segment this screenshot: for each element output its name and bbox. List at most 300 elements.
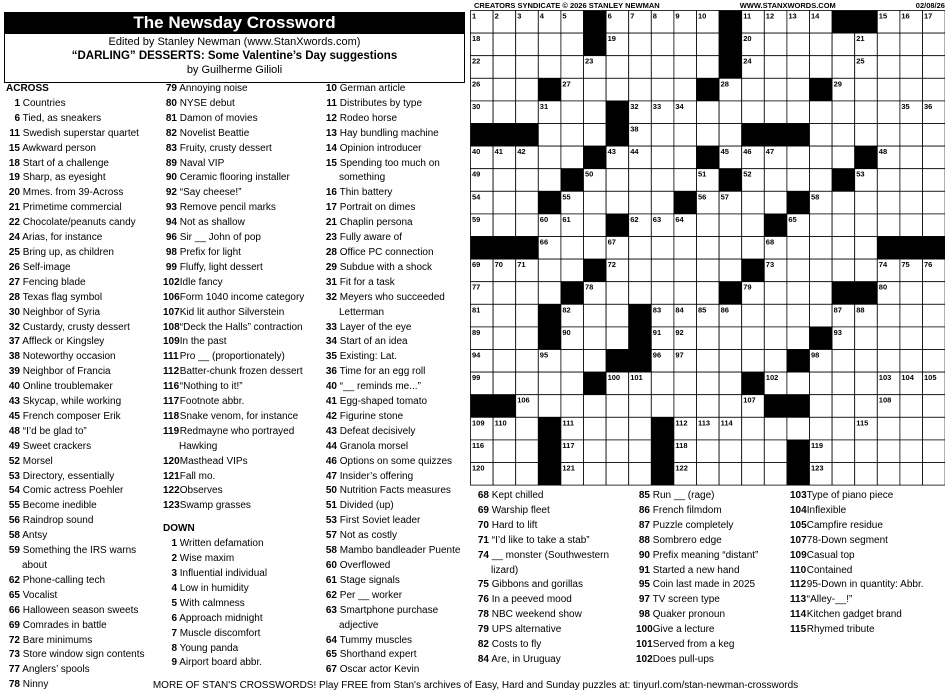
grid-cell[interactable]	[810, 33, 833, 56]
grid-cell[interactable]	[493, 440, 516, 463]
grid-cell[interactable]	[923, 56, 946, 79]
grid-cell[interactable]	[719, 101, 742, 124]
grid-cell[interactable]	[832, 440, 855, 463]
grid-cell[interactable]	[877, 191, 900, 214]
cell-number: 104	[901, 373, 914, 383]
grid-cell[interactable]	[651, 56, 674, 79]
grid-cell[interactable]	[900, 327, 923, 350]
black-square	[629, 304, 652, 327]
grid-cell[interactable]	[764, 304, 787, 327]
clue-text: Kitchen gadget brand	[804, 609, 902, 621]
grid-cell[interactable]	[764, 56, 787, 79]
grid-cell[interactable]	[810, 395, 833, 418]
grid-cell[interactable]	[832, 214, 855, 237]
grid-cell[interactable]	[742, 214, 765, 237]
grid-cell[interactable]	[584, 350, 607, 373]
grid-cell[interactable]	[832, 372, 855, 395]
grid-cell[interactable]	[787, 33, 810, 56]
grid-cell[interactable]	[629, 282, 652, 305]
grid-cell[interactable]	[764, 78, 787, 101]
grid-cell[interactable]	[697, 214, 720, 237]
grid-cell[interactable]	[742, 78, 765, 101]
grid-cell[interactable]	[742, 191, 765, 214]
grid-cell[interactable]	[629, 259, 652, 282]
grid-cell[interactable]	[561, 56, 584, 79]
grid-cell[interactable]	[900, 169, 923, 192]
grid-cell[interactable]	[584, 395, 607, 418]
cell-number: 103	[878, 373, 892, 383]
clue	[163, 321, 323, 336]
grid-cell[interactable]	[584, 191, 607, 214]
grid-cell[interactable]	[674, 56, 697, 79]
grid-cell[interactable]	[697, 350, 720, 373]
grid-cell[interactable]	[538, 372, 561, 395]
cell-number: 111	[562, 418, 575, 428]
grid-cell[interactable]	[877, 124, 900, 147]
grid-cell[interactable]	[877, 440, 900, 463]
grid-cell[interactable]	[787, 146, 810, 169]
grid-cell[interactable]	[561, 395, 584, 418]
grid-cell[interactable]	[810, 372, 833, 395]
grid-cell[interactable]	[855, 259, 878, 282]
grid-cell[interactable]	[877, 214, 900, 237]
grid-cell[interactable]	[538, 259, 561, 282]
clue	[163, 380, 323, 395]
grid-cell[interactable]	[697, 395, 720, 418]
grid-cell[interactable]	[629, 169, 652, 192]
grid-cell[interactable]	[629, 440, 652, 463]
grid-cell[interactable]	[923, 282, 946, 305]
grid-cell[interactable]	[538, 282, 561, 305]
grid-cell[interactable]	[855, 101, 878, 124]
grid-cell[interactable]	[516, 350, 539, 373]
grid-cell[interactable]	[742, 304, 765, 327]
grid-cell[interactable]	[538, 169, 561, 192]
grid-cell[interactable]	[855, 78, 878, 101]
grid-cell[interactable]	[516, 304, 539, 327]
grid-cell[interactable]	[900, 33, 923, 56]
grid-cell[interactable]	[810, 124, 833, 147]
grid-cell[interactable]	[697, 463, 720, 486]
grid-cell[interactable]	[493, 327, 516, 350]
grid-cell[interactable]	[584, 124, 607, 147]
grid-cell[interactable]	[787, 56, 810, 79]
grid-cell[interactable]	[832, 350, 855, 373]
clue-number: 1	[14, 97, 20, 109]
grid-cell[interactable]	[855, 191, 878, 214]
grid-cell[interactable]	[719, 395, 742, 418]
grid-cell[interactable]	[516, 327, 539, 350]
grid-cell[interactable]	[561, 124, 584, 147]
grid-cell[interactable]	[787, 372, 810, 395]
clue-number: 83	[165, 142, 177, 154]
clue	[790, 489, 950, 504]
grid-cell[interactable]	[764, 282, 787, 305]
grid-cell[interactable]	[584, 417, 607, 440]
grid-cell[interactable]	[516, 463, 539, 486]
grid-cell[interactable]	[651, 78, 674, 101]
grid-cell[interactable]	[900, 214, 923, 237]
grid-cell[interactable]	[651, 33, 674, 56]
grid-cell[interactable]	[900, 124, 923, 147]
grid-cell[interactable]	[810, 282, 833, 305]
clue-number: 65	[325, 649, 337, 661]
grid-cell[interactable]	[877, 327, 900, 350]
clue	[323, 231, 468, 246]
grid-cell[interactable]	[584, 214, 607, 237]
grid-cell[interactable]	[855, 395, 878, 418]
clue-number: 112	[163, 366, 180, 378]
clue	[163, 231, 323, 246]
grid-cell[interactable]	[697, 56, 720, 79]
grid-cell[interactable]	[787, 327, 810, 350]
grid-cell[interactable]	[584, 327, 607, 350]
clue-text: Airport board abbr.	[177, 657, 263, 669]
grid-cell[interactable]	[832, 237, 855, 260]
grid-cell[interactable]	[651, 146, 674, 169]
grid-cell[interactable]	[742, 417, 765, 440]
grid-cell[interactable]	[900, 78, 923, 101]
grid-cell[interactable]	[516, 440, 539, 463]
grid-cell[interactable]	[855, 237, 878, 260]
grid-cell[interactable]	[900, 417, 923, 440]
grid-cell[interactable]	[493, 169, 516, 192]
grid-cell[interactable]	[787, 259, 810, 282]
grid-cell[interactable]	[606, 327, 629, 350]
grid-cell[interactable]	[606, 440, 629, 463]
grid-cell[interactable]	[651, 237, 674, 260]
grid-cell[interactable]	[697, 282, 720, 305]
grid-cell[interactable]	[493, 372, 516, 395]
grid-cell[interactable]	[719, 259, 742, 282]
grid-cell[interactable]	[923, 327, 946, 350]
grid-cell[interactable]	[561, 237, 584, 260]
grid-cell[interactable]	[764, 440, 787, 463]
grid-cell[interactable]	[764, 101, 787, 124]
grid-cell[interactable]	[493, 191, 516, 214]
grid-cell[interactable]	[719, 463, 742, 486]
grid-cell[interactable]	[923, 395, 946, 418]
grid-cell[interactable]	[674, 124, 697, 147]
grid-cell[interactable]	[855, 350, 878, 373]
grid-cell[interactable]	[719, 350, 742, 373]
cell-number: 94	[472, 350, 481, 360]
grid-cell[interactable]	[832, 124, 855, 147]
grid-cell[interactable]	[923, 33, 946, 56]
clue-text: Quaker pronoun	[650, 609, 726, 621]
grid-cell[interactable]	[516, 33, 539, 56]
grid-cell[interactable]	[674, 282, 697, 305]
grid-cell[interactable]	[764, 169, 787, 192]
grid-cell[interactable]	[855, 463, 878, 486]
grid-cell[interactable]	[742, 463, 765, 486]
grid-cell[interactable]	[674, 237, 697, 260]
grid-cell[interactable]	[674, 33, 697, 56]
grid-cell[interactable]	[697, 101, 720, 124]
grid-cell[interactable]	[606, 56, 629, 79]
grid-cell[interactable]	[493, 33, 516, 56]
grid-cell[interactable]	[606, 417, 629, 440]
cell-number: 24	[743, 56, 752, 66]
grid-cell[interactable]	[787, 304, 810, 327]
grid-cell[interactable]	[606, 191, 629, 214]
grid-cell[interactable]	[810, 214, 833, 237]
grid-cell[interactable]	[787, 78, 810, 101]
grid-cell[interactable]	[832, 463, 855, 486]
grid-cell[interactable]	[629, 56, 652, 79]
clue-number: 93	[165, 202, 177, 214]
grid-cell[interactable]	[877, 169, 900, 192]
grid-cell[interactable]	[493, 78, 516, 101]
grid-cell[interactable]	[651, 124, 674, 147]
grid-cell[interactable]	[923, 417, 946, 440]
grid-cell[interactable]	[606, 395, 629, 418]
grid-cell[interactable]	[719, 237, 742, 260]
grid-cell[interactable]	[900, 463, 923, 486]
grid-cell[interactable]	[651, 169, 674, 192]
grid-cell[interactable]	[742, 350, 765, 373]
grid-cell[interactable]	[584, 237, 607, 260]
clue	[323, 574, 468, 589]
clue-text: Give a lecture	[650, 624, 715, 636]
grid-cell[interactable]	[832, 191, 855, 214]
grid-cell[interactable]	[810, 169, 833, 192]
clue-text: “Alley-__!”	[804, 594, 853, 606]
grid-cell[interactable]	[651, 282, 674, 305]
grid-cell[interactable]	[493, 282, 516, 305]
grid-cell[interactable]	[923, 463, 946, 486]
grid-cell[interactable]	[493, 56, 516, 79]
black-square	[584, 259, 607, 282]
grid-cell[interactable]	[832, 33, 855, 56]
clue-text: Kept chilled	[489, 490, 544, 501]
grid-cell[interactable]	[764, 350, 787, 373]
grid-cell[interactable]	[629, 463, 652, 486]
grid-cell[interactable]	[629, 78, 652, 101]
grid-cell[interactable]	[629, 395, 652, 418]
grid-cell[interactable]	[832, 146, 855, 169]
grid-cell[interactable]	[810, 259, 833, 282]
grid-cell[interactable]	[787, 417, 810, 440]
grid-cell[interactable]	[697, 33, 720, 56]
black-square	[787, 395, 810, 418]
grid-cell[interactable]	[719, 440, 742, 463]
grid-cell[interactable]	[787, 282, 810, 305]
grid-cell[interactable]	[606, 304, 629, 327]
grid-cell[interactable]	[832, 417, 855, 440]
grid-cell[interactable]	[832, 101, 855, 124]
grid-cell[interactable]	[538, 56, 561, 79]
grid-cell[interactable]	[629, 33, 652, 56]
grid-cell[interactable]	[538, 146, 561, 169]
grid-cell[interactable]	[742, 440, 765, 463]
grid-cell[interactable]	[697, 440, 720, 463]
grid-cell[interactable]	[674, 169, 697, 192]
grid-cell[interactable]	[674, 259, 697, 282]
grid-cell[interactable]	[742, 101, 765, 124]
grid-cell[interactable]	[561, 350, 584, 373]
black-square	[787, 350, 810, 373]
grid-cell[interactable]	[877, 101, 900, 124]
grid-cell[interactable]	[697, 237, 720, 260]
grid-cell[interactable]	[493, 101, 516, 124]
grid-cell[interactable]	[923, 350, 946, 373]
cell-number: 74	[878, 260, 888, 270]
grid-cell[interactable]	[787, 101, 810, 124]
grid-cell[interactable]	[855, 124, 878, 147]
grid-cell[interactable]	[900, 304, 923, 327]
grid-cell[interactable]	[719, 372, 742, 395]
grid-cell[interactable]	[877, 417, 900, 440]
grid-cell[interactable]	[538, 395, 561, 418]
cell-number: 72	[607, 260, 616, 270]
grid-cell[interactable]	[900, 146, 923, 169]
grid-cell[interactable]	[516, 372, 539, 395]
crossword-grid[interactable]	[470, 10, 945, 486]
grid-cell[interactable]	[606, 169, 629, 192]
clue	[323, 261, 468, 276]
grid-cell[interactable]	[855, 327, 878, 350]
grid-cell[interactable]	[810, 101, 833, 124]
grid-cell[interactable]	[900, 56, 923, 79]
grid-cell[interactable]	[719, 124, 742, 147]
grid-cell[interactable]	[584, 304, 607, 327]
grid-cell[interactable]	[651, 259, 674, 282]
clue-text: Arias, for instance	[20, 232, 103, 244]
grid-cell[interactable]	[516, 417, 539, 440]
grid-cell[interactable]	[900, 191, 923, 214]
grid-cell[interactable]	[923, 78, 946, 101]
grid-cell[interactable]	[651, 395, 674, 418]
grid-cell[interactable]	[493, 463, 516, 486]
grid-cell[interactable]	[810, 304, 833, 327]
grid-cell[interactable]	[561, 259, 584, 282]
grid-cell[interactable]	[877, 56, 900, 79]
grid-cell[interactable]	[719, 214, 742, 237]
grid-cell[interactable]	[493, 350, 516, 373]
grid-cell[interactable]	[832, 259, 855, 282]
grid-cell[interactable]	[651, 372, 674, 395]
grid-cell[interactable]	[606, 78, 629, 101]
clue-text: Prefix for light	[177, 246, 241, 258]
grid-cell[interactable]	[832, 395, 855, 418]
clue-number: 73	[8, 649, 20, 661]
grid-cell[interactable]	[561, 101, 584, 124]
grid-cell[interactable]	[493, 304, 516, 327]
grid-cell[interactable]	[674, 395, 697, 418]
grid-cell[interactable]	[516, 101, 539, 124]
grid-cell[interactable]	[877, 33, 900, 56]
grid-cell[interactable]	[923, 304, 946, 327]
grid-cell[interactable]	[764, 33, 787, 56]
grid-cell[interactable]	[923, 440, 946, 463]
grid-cell[interactable]	[787, 169, 810, 192]
grid-cell[interactable]	[516, 214, 539, 237]
grid-cell[interactable]	[584, 463, 607, 486]
grid-cell[interactable]	[584, 78, 607, 101]
grid-cell[interactable]	[900, 350, 923, 373]
grid-cell[interactable]	[697, 259, 720, 282]
grid-cell[interactable]	[697, 327, 720, 350]
clue	[6, 380, 164, 395]
grid-cell[interactable]	[855, 372, 878, 395]
grid-cell[interactable]	[923, 191, 946, 214]
grid-cell[interactable]	[787, 237, 810, 260]
grid-cell[interactable]	[923, 146, 946, 169]
grid-cell[interactable]	[516, 169, 539, 192]
grid-cell[interactable]	[877, 304, 900, 327]
grid-cell[interactable]	[877, 463, 900, 486]
grid-cell[interactable]	[900, 395, 923, 418]
grid-cell[interactable]	[516, 282, 539, 305]
grid-cell[interactable]	[606, 463, 629, 486]
grid-cell[interactable]	[810, 237, 833, 260]
grid-cell[interactable]	[561, 372, 584, 395]
grid-cell[interactable]	[584, 101, 607, 124]
grid-cell[interactable]	[764, 463, 787, 486]
grid-cell[interactable]	[923, 214, 946, 237]
grid-cell[interactable]	[651, 191, 674, 214]
grid-cell[interactable]	[674, 146, 697, 169]
cell-number: 26	[472, 79, 481, 89]
grid-cell[interactable]	[719, 327, 742, 350]
grid-cell[interactable]	[832, 56, 855, 79]
grid-cell[interactable]	[516, 56, 539, 79]
grid-cell[interactable]	[900, 440, 923, 463]
grid-cell[interactable]	[606, 282, 629, 305]
grid-cell[interactable]	[764, 417, 787, 440]
grid-cell[interactable]	[923, 169, 946, 192]
grid-cell[interactable]	[629, 237, 652, 260]
grid-cell[interactable]	[877, 78, 900, 101]
grid-cell[interactable]	[923, 124, 946, 147]
grid-cell[interactable]	[629, 417, 652, 440]
grid-cell[interactable]	[855, 214, 878, 237]
clue-number: 110	[790, 564, 807, 576]
grid-cell[interactable]	[764, 191, 787, 214]
grid-cell[interactable]	[674, 372, 697, 395]
grid-cell[interactable]	[764, 327, 787, 350]
grid-cell[interactable]	[629, 191, 652, 214]
grid-cell[interactable]	[538, 124, 561, 147]
clue-number: 109	[790, 549, 807, 561]
grid-cell[interactable]	[742, 237, 765, 260]
clue-text: Kid lit author Silverstein	[177, 306, 285, 318]
clue-text: Affleck or Kingsley	[20, 336, 105, 348]
grid-cell[interactable]	[516, 191, 539, 214]
grid-cell[interactable]	[810, 417, 833, 440]
grid-cell[interactable]	[561, 146, 584, 169]
grid-cell[interactable]	[561, 33, 584, 56]
grid-cell[interactable]	[584, 440, 607, 463]
grid-cell[interactable]	[697, 372, 720, 395]
grid-cell[interactable]	[493, 214, 516, 237]
grid-cell[interactable]	[810, 146, 833, 169]
grid-cell[interactable]	[900, 282, 923, 305]
grid-cell[interactable]	[674, 78, 697, 101]
grid-cell[interactable]	[538, 33, 561, 56]
grid-cell[interactable]	[742, 327, 765, 350]
author-line: by Guilherme Gilioli	[186, 64, 283, 76]
grid-cell[interactable]	[516, 78, 539, 101]
grid-cell[interactable]	[877, 350, 900, 373]
grid-cell[interactable]	[810, 56, 833, 79]
grid-cell[interactable]	[697, 124, 720, 147]
black-square	[538, 304, 561, 327]
clue-column-4	[475, 489, 635, 668]
clue-text: Bring up, as children	[20, 246, 114, 258]
grid-cell[interactable]	[855, 440, 878, 463]
